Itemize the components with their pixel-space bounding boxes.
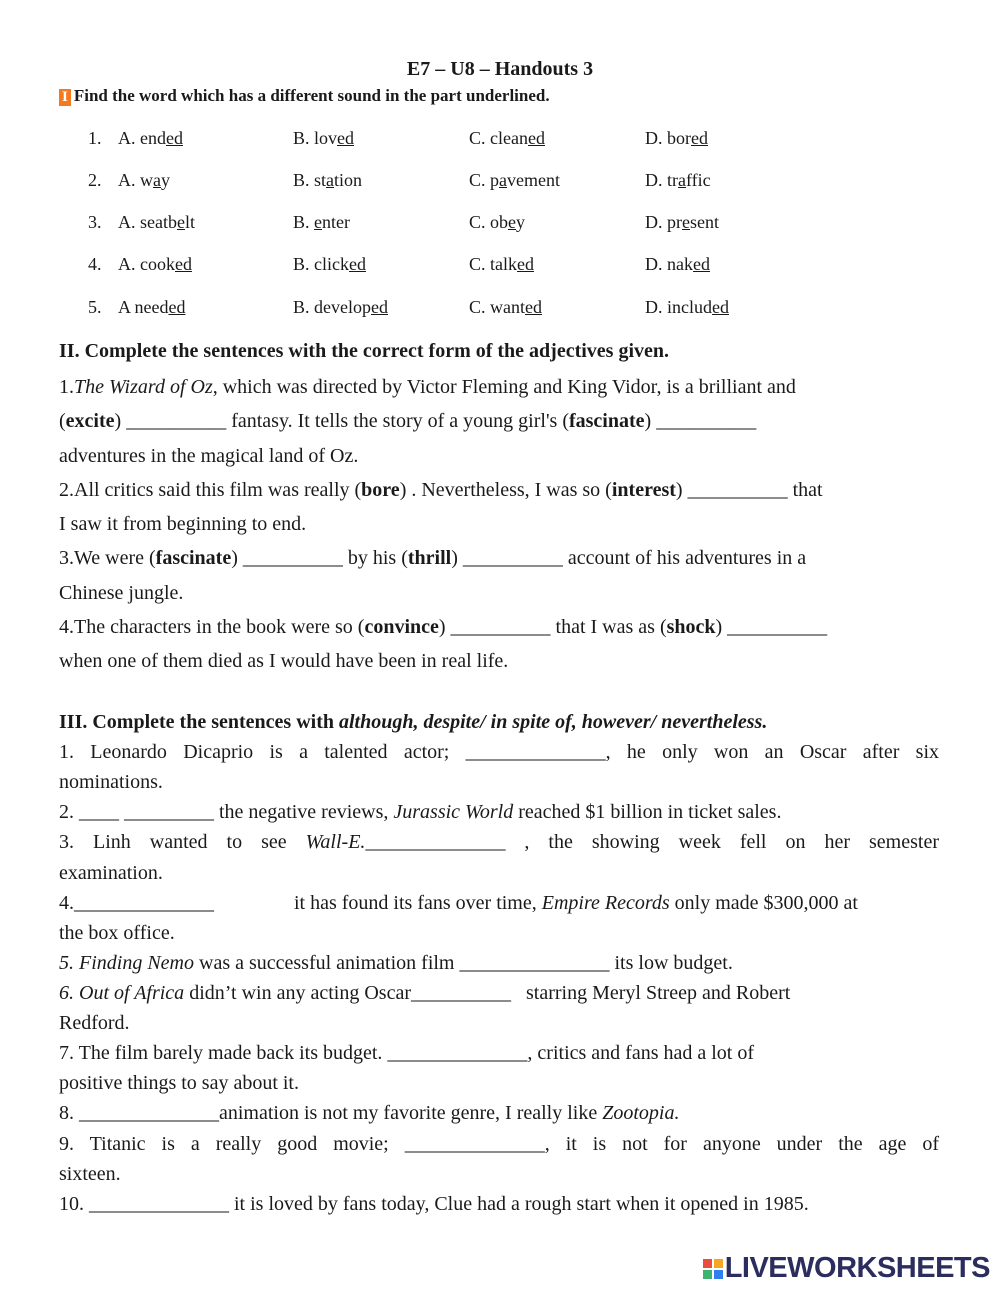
option-text: D. nak: [645, 254, 693, 274]
text: 8. ______________animation is not my favorite genre, I really like: [59, 1102, 603, 1124]
underlined-part: a: [678, 170, 686, 190]
underlined-part: e: [682, 212, 690, 232]
underlined-part: ed: [693, 254, 710, 274]
answer-option: [645, 297, 729, 318]
text: ) __________: [644, 410, 757, 432]
option-text: A. end: [118, 128, 166, 148]
answer-option: [645, 254, 710, 275]
logo-square: [703, 1259, 712, 1268]
answer-option: [469, 170, 560, 191]
section2-line: Chinese jungle.: [59, 582, 184, 604]
answer-option: [469, 254, 534, 275]
answer-option: [293, 128, 354, 149]
heading-keywords: although, despite/ in spite of, however/ nevertheless.: [338, 711, 768, 733]
option-text: D. includ: [645, 297, 712, 317]
underlined-part: ed: [371, 297, 388, 317]
option-text: C. want: [469, 297, 525, 317]
section3-line: 7. The film barely made back its budget. ______________, critics and fans had a lot of: [59, 1042, 755, 1064]
film-title: Empire Records: [541, 892, 670, 914]
underlined-part: ed: [691, 128, 708, 148]
answer-option: [645, 212, 719, 233]
text: ) __________ that: [675, 479, 823, 501]
text: [59, 982, 790, 1005]
section1-number-badge: I: [59, 89, 71, 106]
section3-line: Redford.: [59, 1012, 130, 1034]
option-text: B. lov: [293, 128, 338, 148]
option-text: A need: [118, 297, 169, 317]
text: 4.The characters in the book were so (: [59, 616, 365, 638]
section3-line: nominations.: [59, 771, 163, 793]
option-text: y: [161, 170, 170, 190]
underlined-part: e: [508, 212, 517, 232]
section3-line: 1. Leonardo Dicaprio is a talented actor; ______________, he only won an Oscar after six: [59, 741, 939, 763]
section3-line: the box office.: [59, 922, 175, 944]
option-text: sent: [690, 212, 719, 232]
question-number: 4.: [88, 254, 102, 274]
section1-heading: [59, 86, 550, 106]
underlined-part: ed: [175, 254, 192, 274]
answer-option: [118, 212, 195, 233]
film-title: 6. Out of Africa: [59, 982, 185, 1004]
section1-heading-text: Find the word which has a different sound in the part underlined.: [73, 86, 550, 105]
film-title: 5. Finding Nemo: [59, 952, 194, 974]
option-text: tion: [334, 170, 363, 190]
section2-line: adventures in the magical land of Oz.: [59, 445, 359, 467]
heading-text: III. Complete the sentences with: [59, 711, 339, 733]
text: ) __________ by his (: [231, 547, 408, 569]
section3-line: [59, 1102, 679, 1125]
option-text: C. ob: [469, 212, 509, 232]
text: , which was directed by Victor Fleming and King Vidor, is a brilliant and: [212, 376, 796, 398]
liveworksheets-logo-icon: [703, 1259, 723, 1279]
option-text: ffic: [686, 170, 711, 190]
section3-line: 4.______________: [59, 892, 214, 914]
option-text: D. tr: [645, 170, 678, 190]
option-text: y: [516, 212, 526, 232]
underlined-part: ed: [712, 297, 729, 317]
underlined-part: ed: [349, 254, 366, 274]
answer-option: [118, 254, 192, 275]
text: (: [59, 410, 66, 432]
section3-line: examination.: [59, 862, 163, 884]
answer-option: [118, 297, 185, 318]
option-text: C. p: [469, 170, 500, 190]
option-text: C. clean: [469, 128, 528, 148]
text: ) __________ account of his adventures in a: [451, 547, 807, 569]
section2-line: I saw it from beginning to end.: [59, 513, 307, 535]
section2-line: [59, 479, 823, 502]
underlined-part: ed: [527, 128, 545, 148]
answer-option: [293, 254, 366, 275]
film-title: Jurassic World: [393, 801, 514, 823]
option-text: nter: [322, 212, 350, 232]
given-word: fascinate: [155, 547, 232, 569]
option-text: B. develop: [293, 297, 371, 317]
underlined-part: ed: [166, 128, 183, 148]
section3-heading: [59, 711, 767, 734]
film-title: Wall-E.: [305, 831, 366, 853]
question-number: 5.: [88, 297, 102, 317]
text: 3.We were (: [59, 547, 156, 569]
page-title: E7 – U8 – Handouts 3: [406, 58, 594, 80]
answer-option: [645, 170, 711, 191]
text: it has found its fans over time,: [294, 892, 542, 914]
text: reached $1 billion in ticket sales.: [513, 801, 782, 823]
logo-square: [714, 1270, 723, 1279]
given-word: shock: [666, 616, 716, 638]
text: ) __________ that I was as (: [438, 616, 667, 638]
text: ) __________ fantasy. It tells the story of a young girl's (: [114, 410, 569, 432]
section3-line: 9. Titanic is a really good movie; ______________, it is not for anyone under the age of: [59, 1133, 939, 1155]
answer-option: [469, 128, 545, 149]
section3-line: sixteen.: [59, 1163, 121, 1185]
section2-line: [59, 410, 756, 433]
section3-line: [59, 801, 781, 824]
option-text: lt: [184, 212, 195, 232]
liveworksheets-logo: [703, 1252, 990, 1285]
text: 2. ____ _________ the negative reviews,: [59, 801, 394, 823]
film-title: The Wizard of Oz: [74, 376, 213, 398]
section3-line: positive things to say about it.: [59, 1072, 299, 1094]
option-text: C. talk: [469, 254, 517, 274]
option-text: A. cook: [118, 254, 175, 274]
film-title: Zootopia.: [602, 1102, 680, 1124]
answer-option: [645, 128, 708, 149]
option-text: vement: [507, 170, 560, 190]
section2-line: [59, 616, 827, 639]
text: only made $300,000 at: [669, 892, 858, 914]
answer-option: [293, 212, 350, 233]
given-word: fascinate: [568, 410, 645, 432]
section3-line: [294, 892, 858, 915]
option-text: B.: [293, 212, 315, 232]
underlined-part: ed: [525, 297, 542, 317]
option-text: A. seatb: [118, 212, 177, 232]
given-word: excite: [65, 410, 115, 432]
section3-line: [59, 952, 733, 975]
question-number: 3.: [88, 212, 102, 232]
text: was a successful animation film _______________ its low budget.: [194, 952, 733, 974]
answer-option: [469, 212, 525, 233]
answer-option: [293, 170, 362, 191]
question-number: 2.: [88, 170, 102, 190]
option-text: D. pr: [645, 212, 682, 232]
text: 3. Linh wanted to see: [59, 831, 306, 853]
underlined-part: ed: [517, 254, 534, 274]
underlined-part: ed: [168, 297, 186, 317]
logo-square: [703, 1270, 712, 1279]
underlined-part: e: [176, 212, 185, 232]
given-word: interest: [611, 479, 676, 501]
section2-line: [59, 376, 796, 399]
option-text: D. bor: [645, 128, 691, 148]
underlined-part: a: [326, 170, 335, 190]
answer-option: [118, 170, 170, 191]
text: ______________ , the showing week fell on her semester: [365, 831, 939, 853]
underlined-part: a: [499, 170, 508, 190]
text: 2.All critics said this film was really (: [59, 479, 362, 501]
section3-line: [59, 831, 939, 854]
given-word: convince: [364, 616, 439, 638]
liveworksheets-logo-text: LIVEWORKSHEETS: [724, 1252, 990, 1284]
section2-heading: II. Complete the sentences with the correct form of the adjectives given.: [59, 340, 670, 362]
option-text: A. w: [118, 170, 153, 190]
option-text: B. st: [293, 170, 327, 190]
answer-option: [118, 128, 183, 149]
logo-square: [714, 1259, 723, 1268]
given-word: bore: [361, 479, 400, 501]
section2-line: [59, 547, 806, 570]
text: ) __________: [715, 616, 828, 638]
text: 1.: [59, 376, 74, 398]
section2-line: when one of them died as I would have been in real life.: [59, 650, 509, 672]
section3-line: [59, 982, 939, 1005]
text: didn’t win any acting Oscar__________ starring Meryl Streep and Robert: [184, 982, 791, 1004]
section3-line: 10. ______________ it is loved by fans today, Clue had a rough start when it opened in 1985.: [59, 1193, 809, 1215]
answer-option: [293, 297, 388, 318]
answer-option: [469, 297, 542, 318]
given-word: thrill: [407, 547, 452, 569]
option-text: B. click: [293, 254, 349, 274]
underlined-part: e: [314, 212, 323, 232]
underlined-part: ed: [337, 128, 355, 148]
underlined-part: a: [153, 170, 161, 190]
text: ) . Nevertheless, I was so (: [399, 479, 612, 501]
question-number: 1.: [88, 128, 102, 148]
